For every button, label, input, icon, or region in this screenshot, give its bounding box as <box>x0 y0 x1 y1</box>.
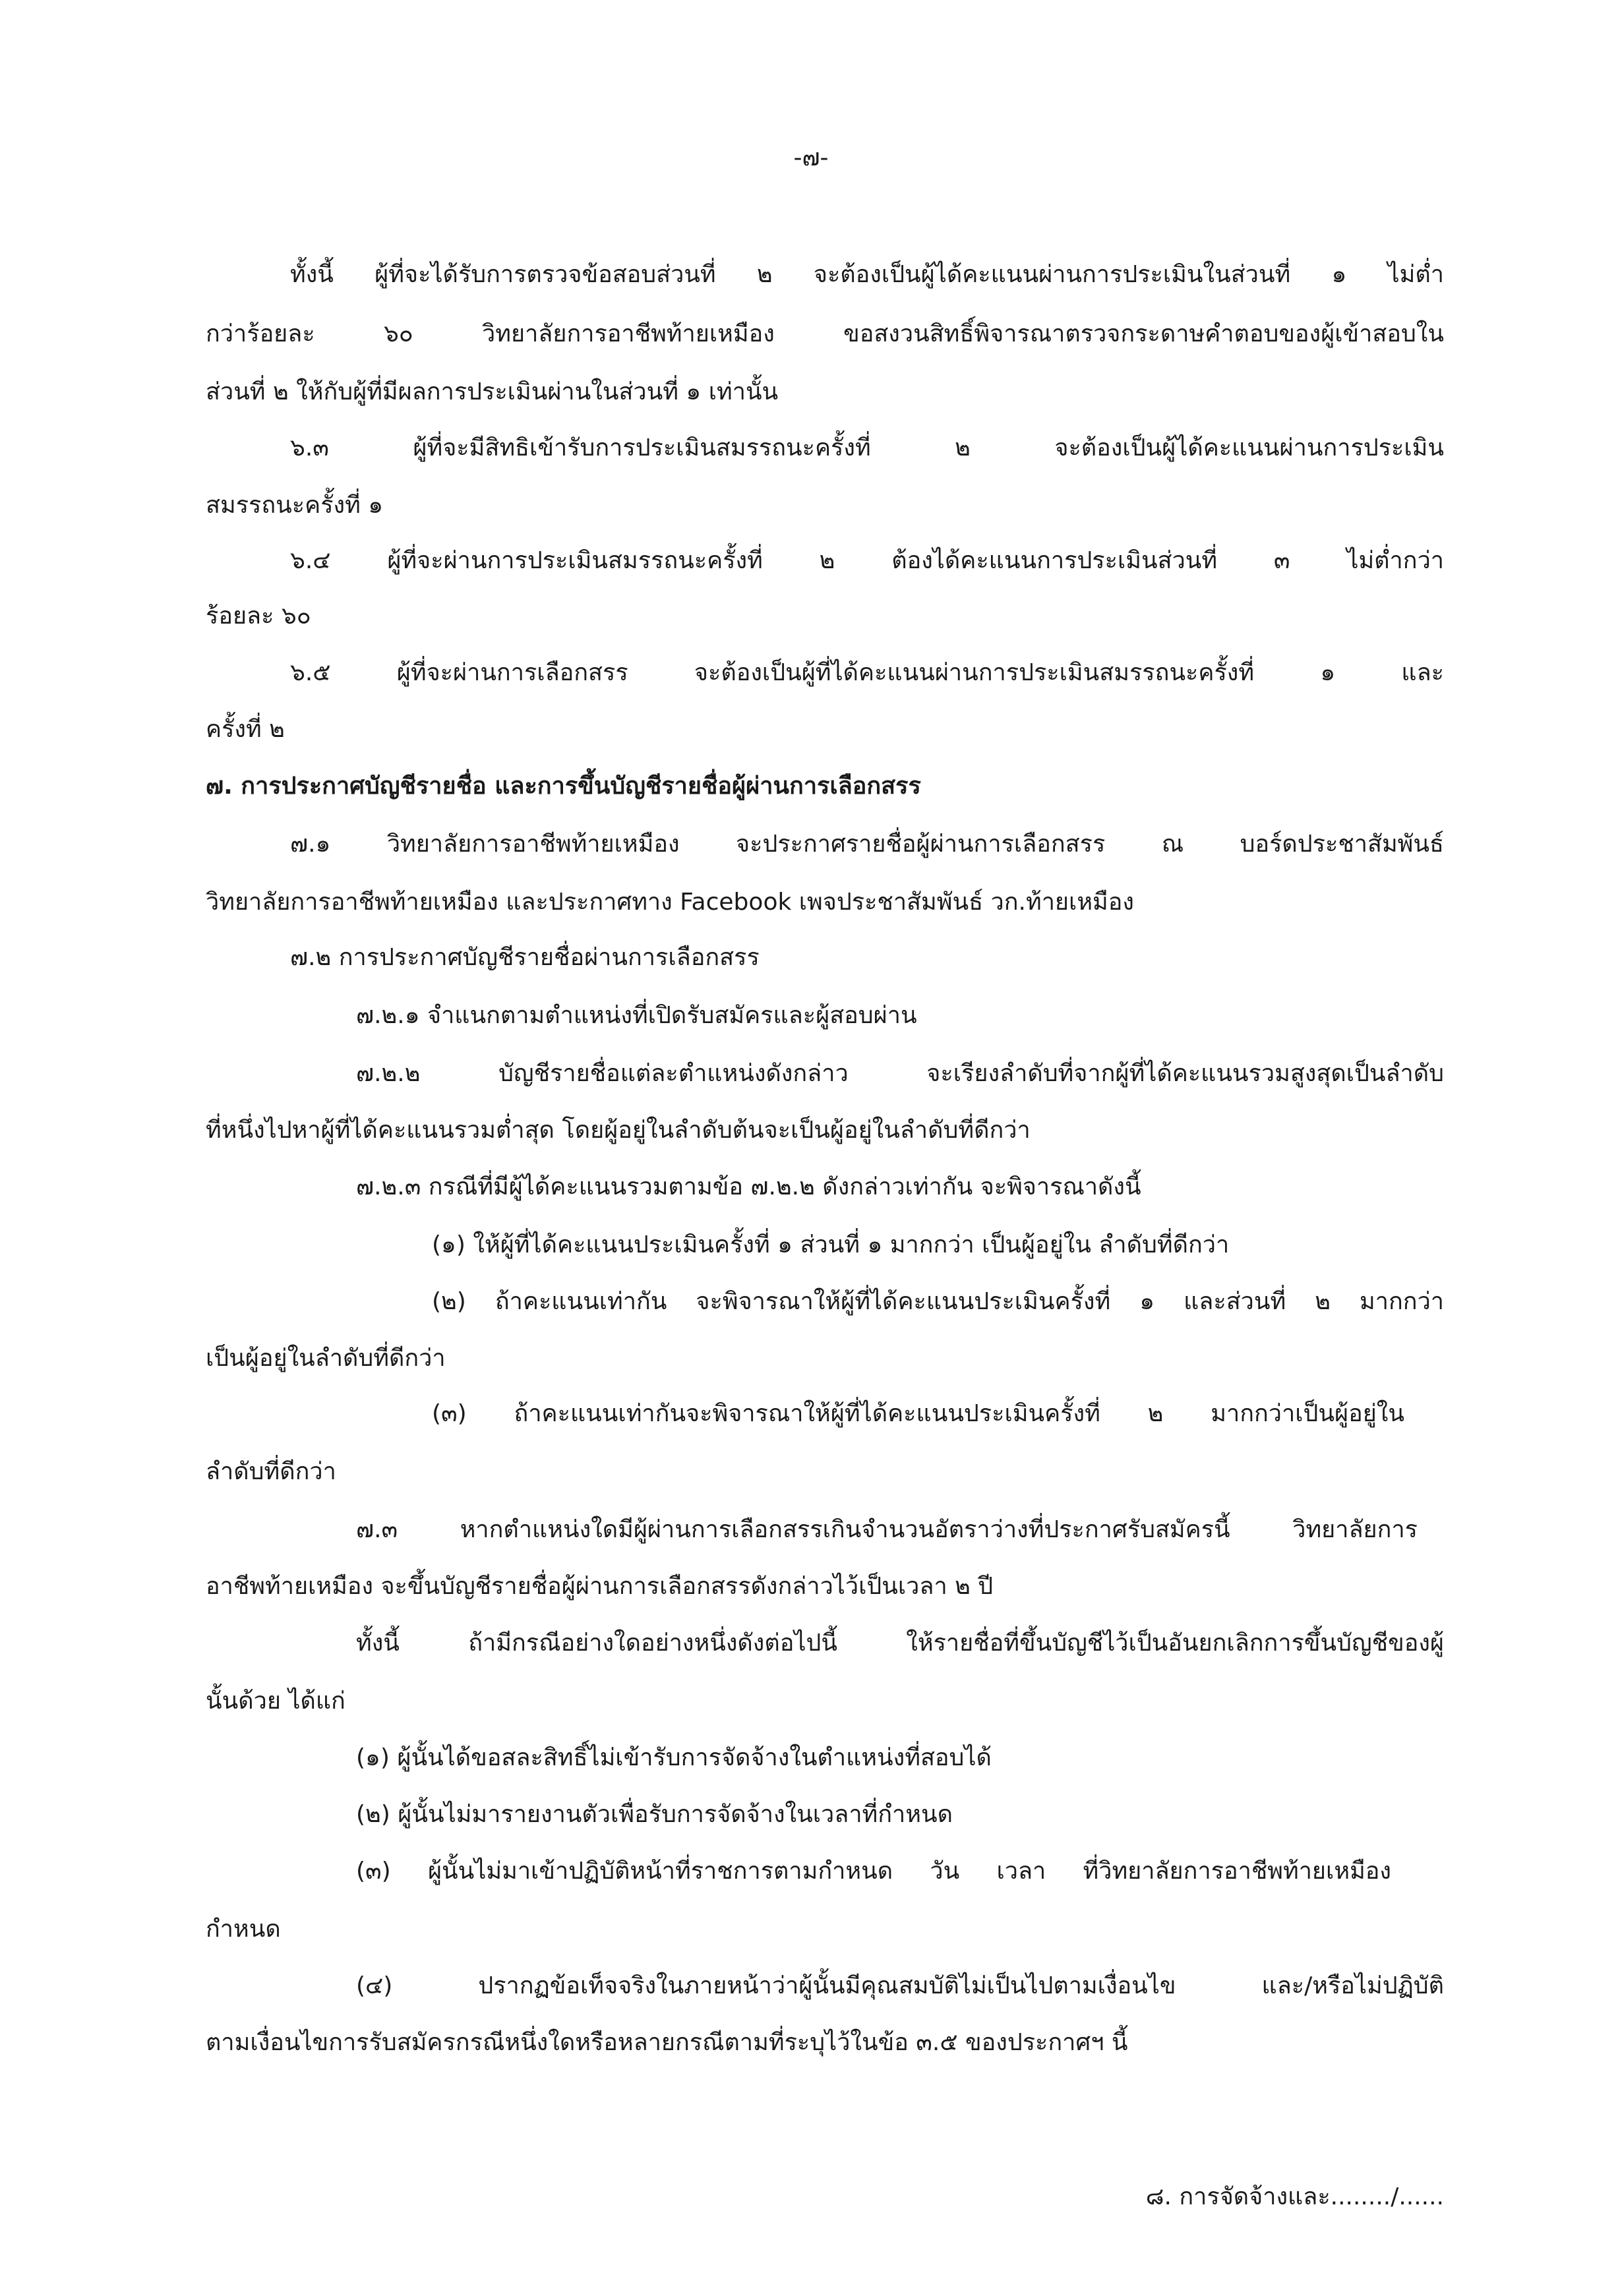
body-line: ๖.๓ ผู้ที่จะมีสิทธิเข้ารับการประเมินสมรรถนะครั้งที่ ๒ จะต้องเป็นผู้ได้คะแนนผ่านการประเมิน <box>290 434 1444 461</box>
body-line: ลำดับที่ดีกว่า <box>206 1458 336 1485</box>
body-line: ๗.๒.๓ กรณีที่มีผู้ได้คะแนนรวมตามข้อ ๗.๒.๒ ดังกล่าวเท่ากัน จะพิจารณาดังนี้ <box>356 1173 1141 1200</box>
body-line: (๒) ถ้าคะแนนเท่ากัน จะพิจารณาให้ผู้ที่ได้คะแนนประเมินครั้งที่ ๑ และส่วนที่ ๒ มากกว่า <box>432 1288 1444 1315</box>
body-line: ตามเงื่อนไขการรับสมัครกรณีหนึ่งใดหรือหลายกรณีตามที่ระบุไว้ในข้อ ๓.๕ ของประกาศฯ นี้ <box>206 2029 1128 2056</box>
body-line: ทั้งนี้ ผู้ที่จะได้รับการตรวจข้อสอบส่วนที่ ๒ จะต้องเป็นผู้ได้คะแนนผ่านการประเมินในส่วนที่ ๑ ไม่ต่ำ <box>290 261 1444 288</box>
body-line: (๑) ให้ผู้ที่ได้คะแนนประเมินครั้งที่ ๑ ส่วนที่ ๑ มากกว่า เป็นผู้อยู่ใน ลำดับที่ดีกว่า <box>432 1231 1230 1258</box>
body-line: ส่วนที่ ๒ ให้กับผู้ที่มีผลการประเมินผ่านในส่วนที่ ๑ เท่านั้น <box>206 378 779 405</box>
body-line: ทั้งนี้ ถ้ามีกรณีอย่างใดอย่างหนึ่งดังต่อไปนี้ ให้รายชื่อที่ขึ้นบัญชีไว้เป็นอันยกเลิกการขึ้นบัญชีของผู้ <box>356 1630 1444 1657</box>
page-number: -๗- <box>793 144 829 171</box>
body-line: ๗.๒.๒ บัญชีรายชื่อแต่ละตำแหน่งดังกล่าว จะเรียงลำดับที่จากผู้ที่ได้คะแนนรวมสูงสุดเป็นลำดับ <box>356 1060 1444 1087</box>
body-line: วิทยาลัยการอาชีพท้ายเหมือง และประกาศทาง Facebook เพจประชาสัมพันธ์ วก.ท้ายเหมือง <box>206 889 1134 916</box>
body-line: สมรรถนะครั้งที่ ๑ <box>206 492 384 519</box>
body-line: ๗.๓ หากตำแหน่งใดมีผู้ผ่านการเลือกสรรเกินจำนวนอัตราว่างที่ประกาศรับสมัครนี้ วิทยาลัยการ <box>356 1516 1418 1543</box>
body-line: (๓) ผู้นั้นไม่มาเข้าปฏิบัติหน้าที่ราชการตามกำหนด วัน เวลา ที่วิทยาลัยการอาชีพท้ายเหมือง <box>356 1858 1391 1885</box>
body-line: ที่หนึ่งไปหาผู้ที่ได้คะแนนรวมต่ำสุด โดยผู้อยู่ในลำดับต้นจะเป็นผู้อยู่ในลำดับที่ดีกว่า <box>206 1117 1031 1144</box>
body-line: ๗.๑ วิทยาลัยการอาชีพท้ายเหมือง จะประกาศรายชื่อผู้ผ่านการเลือกสรร ณ บอร์ดประชาสัมพันธ์ <box>290 831 1444 858</box>
body-line: ๗.๒.๑ จำแนกตามตำแหน่งที่เปิดรับสมัครและผู้สอบผ่าน <box>356 1002 917 1029</box>
body-line: ๗.๒ การประกาศบัญชีรายชื่อผ่านการเลือกสรร <box>290 944 760 971</box>
body-line: (๑) ผู้นั้นได้ขอสละสิทธิ์ไม่เข้ารับการจัดจ้างในตำแหน่งที่สอบได้ <box>356 1744 992 1771</box>
body-line: ๖.๕ ผู้ที่จะผ่านการเลือกสรร จะต้องเป็นผู้ที่ได้คะแนนผ่านการประเมินสมรรถนะครั้งที่ ๑ และ <box>290 659 1444 686</box>
body-line: (๒) ผู้นั้นไม่มารายงานตัวเพื่อรับการจัดจ้างในเวลาที่กำหนด <box>356 1801 953 1828</box>
body-line: นั้นด้วย ได้แก่ <box>206 1688 345 1715</box>
section-heading: ๗. การประกาศบัญชีรายชื่อ และการขึ้นบัญชีรายชื่อผู้ผ่านการเลือกสรร <box>206 773 921 800</box>
body-line: (๔) ปรากฏข้อเท็จจริงในภายหน้าว่าผู้นั้นมีคุณสมบัติไม่เป็นไปตามเงื่อนไข และ/หรือไม่ปฏิบัติ <box>356 1972 1444 1999</box>
body-line: อาชีพท้ายเหมือง จะขึ้นบัญชีรายชื่อผู้ผ่านการเลือกสรรดังกล่าวไว้เป็นเวลา ๒ ปี <box>206 1573 994 1600</box>
body-line: กว่าร้อยละ ๖๐ วิทยาลัยการอาชีพท้ายเหมือง ขอสงวนสิทธิ์พิจารณาตรวจกระดาษคำตอบของผู้เข้าสอบใน <box>206 320 1444 347</box>
body-line: ๖.๔ ผู้ที่จะผ่านการประเมินสมรรถนะครั้งที่ ๒ ต้องได้คะแนนการประเมินส่วนที่ ๓ ไม่ต่ำกว่า <box>290 547 1444 574</box>
body-line: ครั้งที่ ๒ <box>206 716 285 743</box>
body-line: เป็นผู้อยู่ในลำดับที่ดีกว่า <box>206 1345 446 1372</box>
body-line: (๓) ถ้าคะแนนเท่ากันจะพิจารณาให้ผู้ที่ได้คะแนนประเมินครั้งที่ ๒ มากกว่าเป็นผู้อยู่ใน <box>432 1400 1404 1427</box>
body-line: ร้อยละ ๖๐ <box>206 603 311 630</box>
continuation-footer: ๘. การจัดจ้างและ......../...... <box>1145 2183 1444 2210</box>
body-line: กำหนด <box>206 1916 281 1943</box>
